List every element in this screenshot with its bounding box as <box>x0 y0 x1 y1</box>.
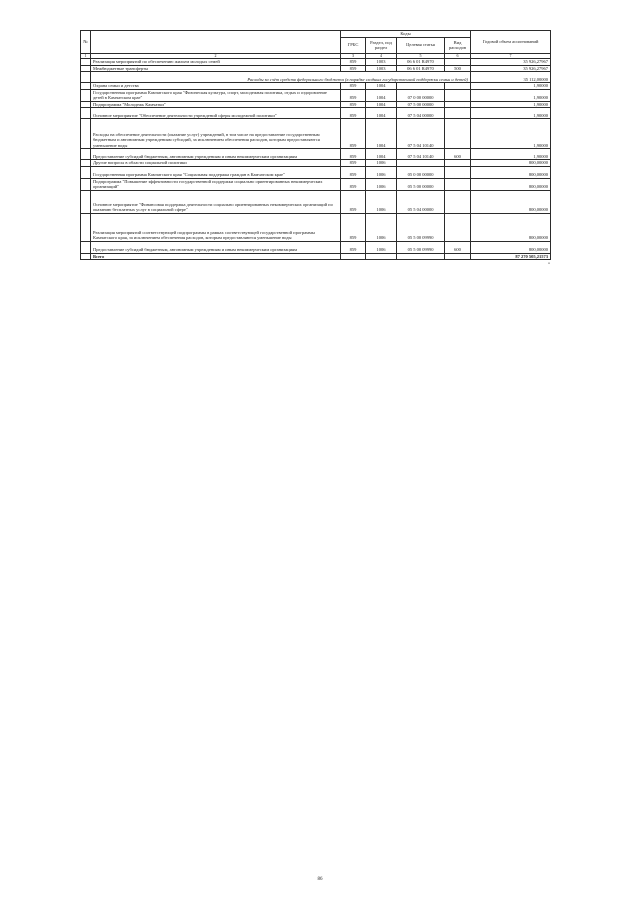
row-expense-type: 600 <box>445 149 471 160</box>
row-number <box>81 241 91 253</box>
row-amount: 1,90000 <box>471 119 551 149</box>
row-amount: 800,00000 <box>471 166 551 178</box>
row-razdel: 1004 <box>366 83 397 90</box>
table-body <box>81 59 551 260</box>
row-number <box>81 108 91 119</box>
row-number <box>81 253 91 260</box>
row-target-article: 05 5 00 00000 <box>397 178 445 190</box>
row-grbs: 859 <box>341 65 366 72</box>
table-row <box>81 178 551 190</box>
column-index: 6 <box>445 53 471 59</box>
row-number <box>81 119 91 149</box>
table-row <box>81 213 551 241</box>
row-name: Реализация мероприятий соответствующей подпрограммы в рамках соответствующей государственной программы Камчатского края, за исключением обеспечения расходов, которым предоставляются уменьшение воды <box>91 213 341 241</box>
row-number <box>81 89 91 101</box>
row-number <box>81 178 91 190</box>
row-target-article: 07 5 04 00000 <box>397 108 445 119</box>
row-grbs: 859 <box>341 178 366 190</box>
row-name: Реализация мероприятий по обеспечению жильем молодых семей <box>91 59 341 66</box>
header-codes: Коды <box>341 31 471 38</box>
row-expense-type <box>445 178 471 190</box>
total-row <box>81 253 551 260</box>
column-index: 7 <box>471 53 551 59</box>
table-row <box>81 190 551 213</box>
row-name: Подпрограмма "Повышение эффективности государственной поддержки социально ориентированных некоммерческих организаций" <box>91 178 341 190</box>
row-name: Основное мероприятие "Финансовая поддержка деятельности социально ориентированных некоммерческих организаций по оказанию бесплатных услуг в социальной сфере" <box>91 190 341 213</box>
row-amount: 1,90000 <box>471 83 551 90</box>
budget-allocation-table <box>80 30 551 260</box>
row-expense-type <box>445 213 471 241</box>
column-index: 3 <box>341 53 366 59</box>
row-razdel: 1003 <box>366 59 397 66</box>
row-target-article: 07 5 00 00000 <box>397 101 445 108</box>
row-amount: 800,00000 <box>471 190 551 213</box>
table-row <box>81 72 551 83</box>
row-target-article: 06 6 01 R4970 <box>397 59 445 66</box>
column-index: 4 <box>366 53 397 59</box>
row-expense-type <box>445 89 471 101</box>
row-grbs: 859 <box>341 190 366 213</box>
row-grbs: 859 <box>341 160 366 167</box>
row-number <box>81 213 91 241</box>
row-name: Другие вопросы в области социальной политики <box>91 160 341 167</box>
table-row <box>81 241 551 253</box>
row-grbs: 859 <box>341 166 366 178</box>
row-number <box>81 190 91 213</box>
header-amount: Годовой объем ассигнований <box>471 31 551 54</box>
row-razdel: 1003 <box>366 65 397 72</box>
row-target-article: 05 5 00 09990 <box>397 213 445 241</box>
row-grbs: 859 <box>341 119 366 149</box>
row-name: Охрана семьи и детства <box>91 83 341 90</box>
row-amount: 800,00000 <box>471 241 551 253</box>
header-name <box>91 31 341 54</box>
row-grbs: 859 <box>341 149 366 160</box>
row-grbs: 859 <box>341 101 366 108</box>
header-target-article: Целевая статья <box>397 37 445 53</box>
row-grbs: 859 <box>341 89 366 101</box>
row-name: Предоставление субсидий бюджетным, автономным учреждениям и иным некоммерческим организациям <box>91 241 341 253</box>
row-name: Государственная программа Камчатского края "Социальная поддержка граждан в Камчатском крае" <box>91 166 341 178</box>
row-grbs: 859 <box>341 213 366 241</box>
row-amount: 35 926,27967 <box>471 65 551 72</box>
header-number: № <box>81 31 91 54</box>
row-target-article: 07 5 04 10140 <box>397 149 445 160</box>
table-row <box>81 149 551 160</box>
row-razdel: 1004 <box>366 108 397 119</box>
table-row <box>81 89 551 101</box>
row-number <box>81 166 91 178</box>
row-target-article: 05 0 00 00000 <box>397 166 445 178</box>
header-razdel: Раздел, под раздел <box>366 37 397 53</box>
row-target-article: 05 5 00 09990 <box>397 241 445 253</box>
row-razdel: 1006 <box>366 178 397 190</box>
row-grbs: 859 <box>341 83 366 90</box>
table-row <box>81 119 551 149</box>
row-expense-type <box>445 119 471 149</box>
row-name: Основное мероприятие "Обеспечение деятельности учреждений сферы молодежной политики" <box>91 108 341 119</box>
row-razdel: 1004 <box>366 89 397 101</box>
header-grbs: ГРБС <box>341 37 366 53</box>
row-target-article: 05 5 04 00000 <box>397 190 445 213</box>
row-razdel: 1004 <box>366 119 397 149</box>
row-name: Расходы на обеспечение деятельности (оказание услуг) учреждений, в том числе на предоставление государственным бюджетным и автономным учреждениям субсидий, за исключением обеспечения расходов, которым предоставляются уменьшение воды <box>91 119 341 149</box>
continuation-mark: » <box>548 260 550 265</box>
row-note: Расходы за счёт средств федерального бюджета (в порядке сходных государственной поддержки семьи и детей) <box>91 72 471 83</box>
row-number <box>81 149 91 160</box>
row-razdel: 1006 <box>366 213 397 241</box>
row-target-article: 06 6 01 R4970 <box>397 65 445 72</box>
row-razdel: 1004 <box>366 101 397 108</box>
row-name: Предоставление субсидий бюджетным, автономным учреждениям и иным некоммерческим организациям <box>91 149 341 160</box>
row-name: Всего <box>91 253 341 260</box>
row-razdel: 1006 <box>366 190 397 213</box>
row-expense-type: 500 <box>445 65 471 72</box>
column-index: 2 <box>91 53 341 59</box>
row-amount: 35 926,27967 <box>471 59 551 66</box>
row-grbs <box>341 253 366 260</box>
row-grbs: 859 <box>341 241 366 253</box>
table-row <box>81 166 551 178</box>
column-index: 1 <box>81 53 91 59</box>
row-amount: 87 270 505,21573 <box>471 253 551 260</box>
row-amount: 800,00000 <box>471 213 551 241</box>
row-name: Подпрограмма "Молодежь Камчатки" <box>91 101 341 108</box>
row-grbs: 859 <box>341 108 366 119</box>
table-row <box>81 108 551 119</box>
row-target-article: 07 5 04 10140 <box>397 119 445 149</box>
row-amount: 800,00000 <box>471 178 551 190</box>
row-razdel: 1006 <box>366 241 397 253</box>
row-razdel: 1006 <box>366 160 397 167</box>
row-target-article: 07 0 00 00000 <box>397 89 445 101</box>
row-razdel: 1006 <box>366 166 397 178</box>
row-expense-type <box>445 108 471 119</box>
row-amount: 1,90000 <box>471 89 551 101</box>
row-target-article <box>397 253 445 260</box>
header-expense-type: Вид расходов <box>445 37 471 53</box>
row-name: Государственная программа Камчатского края "Физическая культура, спорт, молодежная политика, отдых и оздоровление детей в Камчатском крае" <box>91 89 341 101</box>
row-name: Межбюджетные трансферты <box>91 65 341 72</box>
row-amount: 800,00000 <box>471 160 551 167</box>
row-number <box>81 72 91 83</box>
row-amount: 1,90000 <box>471 101 551 108</box>
row-expense-type <box>445 253 471 260</box>
column-index: 5 <box>397 53 445 59</box>
row-amount: 1,90000 <box>471 108 551 119</box>
row-amount: 1,90000 <box>471 149 551 160</box>
row-expense-type <box>445 190 471 213</box>
row-razdel: 1004 <box>366 149 397 160</box>
row-amount: 35 112,00000 <box>471 72 551 83</box>
row-razdel <box>366 253 397 260</box>
row-grbs: 859 <box>341 59 366 66</box>
document-sheet <box>80 30 550 265</box>
row-expense-type: 600 <box>445 241 471 253</box>
row-expense-type <box>445 166 471 178</box>
page-number: 86 <box>317 877 323 882</box>
